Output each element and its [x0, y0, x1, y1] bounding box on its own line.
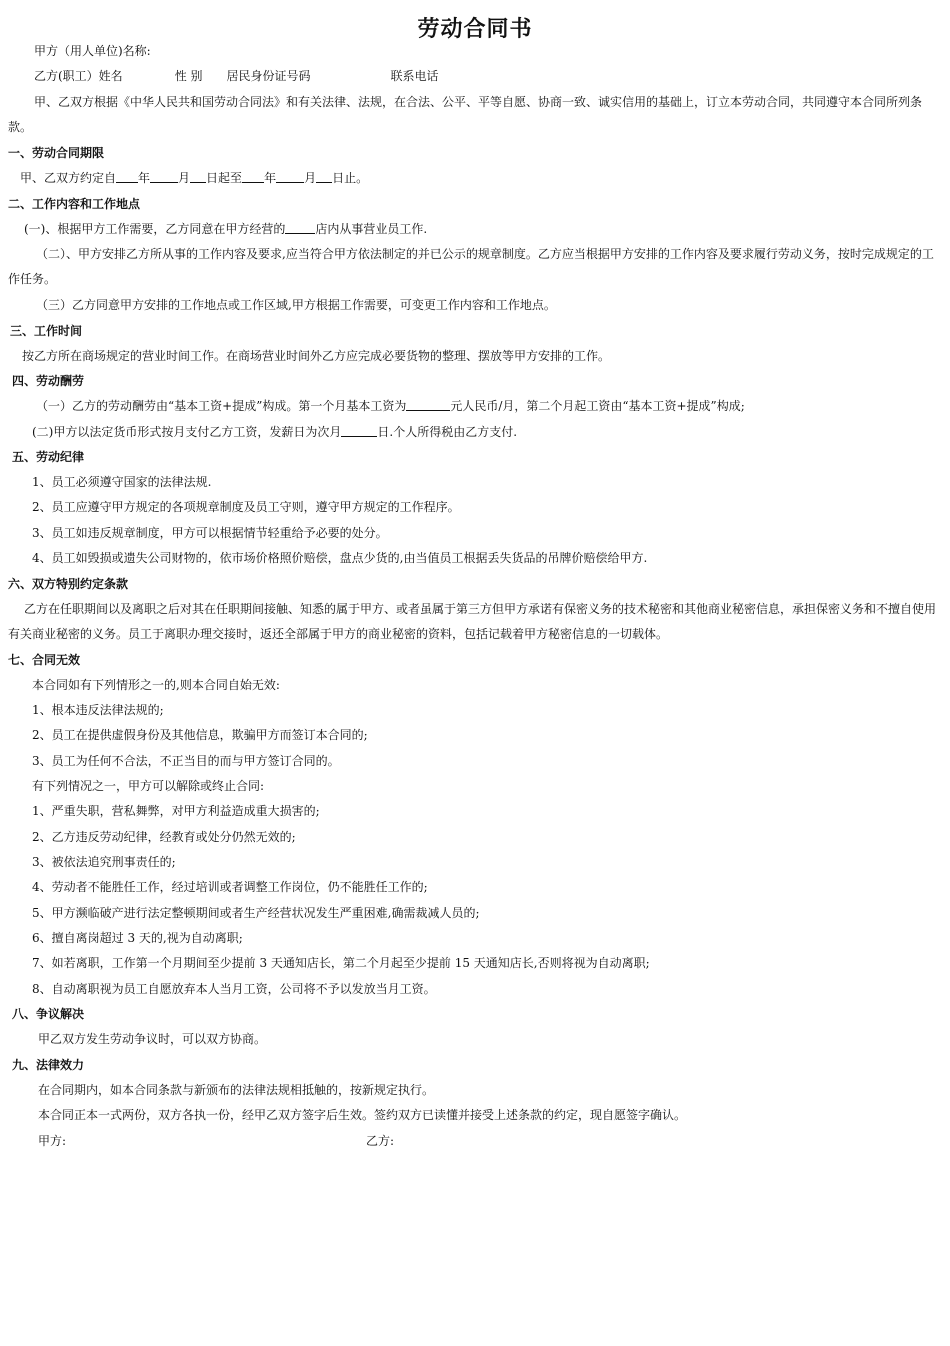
termination-item-8: 8、自动离职视为员工自愿放弃本人当月工资，公司将不予以发放当月工资。 — [32, 982, 436, 996]
payday-blank[interactable] — [341, 424, 377, 437]
party-a-name-label: 甲方（用人单位)名称: — [34, 44, 151, 58]
end-month-blank[interactable] — [276, 170, 304, 183]
section-3-heading: 三、工作时间 — [10, 324, 83, 338]
work-place-paragraph: （三）乙方同意甲方安排的工作地点或工作区域,甲方根据工作需要，可变更工作内容和工作地点。 — [36, 298, 556, 312]
salary-line-2: (二)甲方以法定货币形式按月支付乙方工资，发薪日为次月 日.个人所得税由乙方支付. — [32, 425, 518, 439]
party-b-info-row — [34, 64, 439, 89]
gender-label: 性 别 — [174, 69, 203, 83]
termination-item-2: 2、乙方违反劳动纪律，经教育或处分仍然无效的; — [32, 830, 296, 844]
discipline-item-2: 2、员工应遵守甲方规定的各项规章制度及员工守则，遵守甲方规定的工作程序。 — [32, 500, 460, 514]
legal-effect-paragraph-2: 本合同正本一式两份，双方各执一份，经甲乙双方签字后生效。签约双方已读懂并接受上述条款的约定，现自愿签字确认。 — [38, 1108, 687, 1122]
id-number-label: 居民身份证号码 — [226, 69, 311, 83]
salary-line-1: （一）乙方的劳动酬劳由“基本工资+提成”构成。第一个月基本工资为 元人民币/月，第二个月起工资由“基本工资+提成”构成; — [36, 399, 745, 413]
work-location-line: (一)、根据甲方工作需要，乙方同意在甲方经营的 店内从事营业员工作. — [24, 222, 428, 236]
section-1-heading: 一、劳动合同期限 — [8, 146, 105, 160]
confidentiality-paragraph: 乙方在任职期间以及离职之后对其在任职期间接触、知悉的属于甲方、或者虽属于第三方但甲方承诺有保密义务的技术秘密和其他商业秘密信息，承担保密义务和不擅自使用有关商业秘密的义务。员工于离职办理交接时，返还全部属于甲方的商业秘密的资料，包括记载着甲方秘密信息的一切载体。 — [8, 602, 937, 642]
start-day-blank[interactable] — [190, 170, 206, 183]
termination-lead: 有下列情况之一，甲方可以解除或终止合同: — [32, 779, 265, 793]
termination-item-5: 5、甲方濒临破产进行法定整顿期间或者生产经营状况发生严重困难,确需裁减人员的; — [32, 906, 480, 920]
work-content-paragraph: （二）、甲方安排乙方所从事的工作内容及要求,应当符合甲方依法制定的并已公示的规章制度。乙方应当根据甲方安排的工作内容及要求履行劳动义务，按时完成规定的工作任务。 — [8, 247, 934, 287]
void-item-1: 1、根本违反法律法规的; — [32, 703, 164, 717]
work-hours-paragraph: 按乙方所在商场规定的营业时间工作。在商场营业时间外乙方应完成必要货物的整理、摆放等甲方安排的工作。 — [22, 349, 611, 363]
store-name-blank[interactable] — [285, 221, 315, 234]
discipline-item-4: 4、员工如毁损或遗失公司财物的，依市场价格照价赔偿，盘点少货的,由当值员工根据丢失货品的吊牌价赔偿给甲方. — [32, 551, 648, 565]
section-6-heading: 六、双方特别约定条款 — [8, 577, 129, 591]
void-lead: 本合同如有下列情形之一的,则本合同自始无效: — [32, 678, 280, 692]
section-9-heading: 九、法律效力 — [12, 1058, 85, 1072]
phone-label: 联系电话 — [390, 69, 439, 83]
document-title: 劳动合同书 — [417, 17, 533, 42]
party-a-signature-label: 甲方: — [38, 1134, 67, 1148]
end-day-blank[interactable] — [316, 170, 332, 183]
void-item-3: 3、员工为任何不合法，不正当目的而与甲方签订合同的。 — [32, 754, 340, 768]
party-b-signature-label: 乙方: — [366, 1134, 395, 1148]
section-2-heading: 二、工作内容和工作地点 — [8, 197, 141, 211]
termination-item-1: 1、严重失职，营私舞弊，对甲方利益造成重大损害的; — [32, 804, 320, 818]
contract-period-line: 甲、乙双方约定自 年 月 日起至 年 月 日止。 — [20, 171, 369, 185]
intro-paragraph: 甲、乙双方根据《中华人民共和国劳动合同法》和有关法律、法规，在合法、公平、平等自愿、协商一致、诚实信用的基础上，订立本劳动合同，共同遵守本合同所列条款。 — [8, 95, 923, 135]
void-item-2: 2、员工在提供虚假身份及其他信息，欺骗甲方而签订本合同的; — [32, 728, 368, 742]
termination-item-4: 4、劳动者不能胜任工作，经过培训或者调整工作岗位，仍不能胜任工作的; — [32, 880, 428, 894]
base-salary-blank[interactable] — [406, 398, 450, 411]
termination-item-6: 6、擅自离岗超过 3 天的,视为自动离职; — [32, 931, 243, 945]
termination-item-7: 7、如若离职，工作第一个月期间至少提前 3 天通知店长，第二个月起至少提前 15 天通知店长,否则将视为自动离职; — [32, 956, 650, 970]
dispute-paragraph: 甲乙双方发生劳动争议时，可以双方协商。 — [38, 1032, 267, 1046]
discipline-item-3: 3、员工如违反规章制度，甲方可以根据情节轻重给予必要的处分。 — [32, 526, 388, 540]
discipline-item-1: 1、员工必须遵守国家的法律法规. — [32, 475, 212, 489]
section-8-heading: 八、争议解决 — [12, 1007, 85, 1021]
section-7-heading: 七、合同无效 — [8, 653, 81, 667]
start-year-blank[interactable] — [116, 170, 138, 183]
section-5-heading: 五、劳动纪律 — [12, 450, 85, 464]
party-b-name-label: 乙方(职工）姓名 — [34, 69, 123, 83]
end-year-blank[interactable] — [242, 170, 264, 183]
legal-effect-paragraph-1: 在合同期内，如本合同条款与新颁布的法律法规相抵触的，按新规定执行。 — [38, 1083, 435, 1097]
termination-item-3: 3、被依法追究刑事责任的; — [32, 855, 176, 869]
start-month-blank[interactable] — [150, 170, 178, 183]
section-4-heading: 四、劳动酬劳 — [12, 374, 85, 388]
